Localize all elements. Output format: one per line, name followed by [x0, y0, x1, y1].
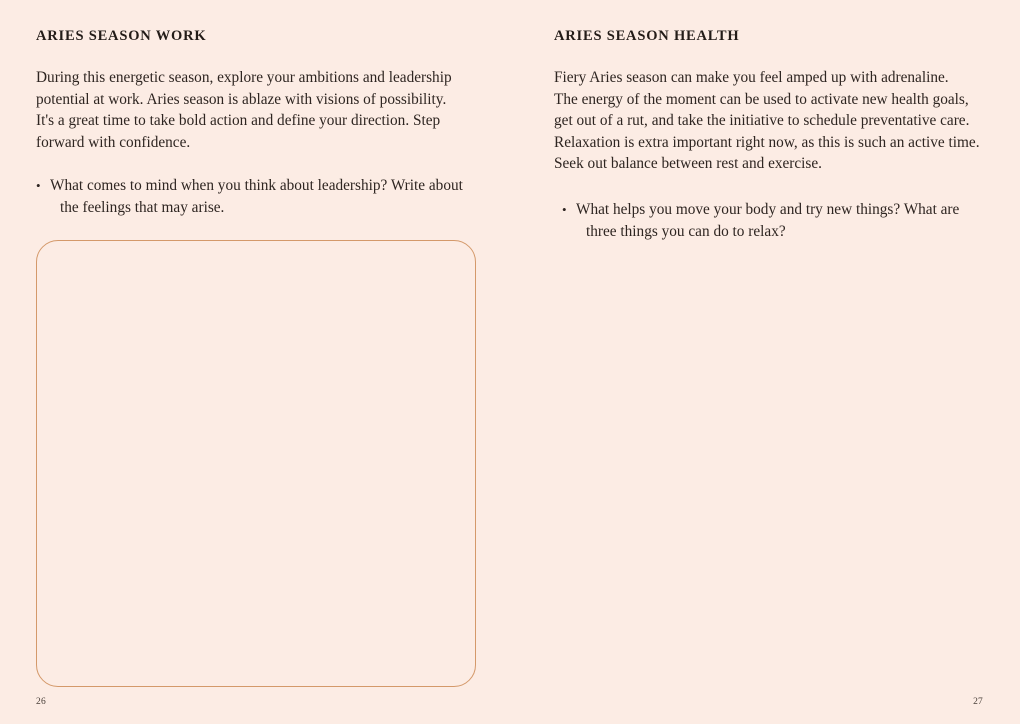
bullet-icon: •	[562, 201, 567, 217]
bullet-icon: •	[36, 178, 41, 194]
list-item	[562, 199, 982, 243]
list-item	[36, 175, 472, 219]
left-page-prompt-list	[36, 175, 472, 219]
body-line: Seek out balance between rest and exercise.	[554, 155, 822, 173]
prompt-line: What helps you move your body and try new things? What are	[576, 200, 960, 218]
prompt-line: three things you can do to relax?	[586, 222, 786, 240]
writing-area-left[interactable]	[36, 240, 476, 687]
body-line: potential at work. Aries season is ablaze with visions of possibility.	[36, 90, 447, 108]
body-line: The energy of the moment can be used to activate new health goals,	[554, 90, 969, 108]
prompt-line: the feelings that may arise.	[60, 199, 225, 217]
body-line: forward with confidence.	[36, 133, 191, 151]
left-page-title: ARIES SEASON WORK	[36, 28, 207, 44]
right-page-body	[554, 67, 982, 175]
right-page	[510, 0, 1020, 724]
body-line: It's a great time to take bold action and define your direction. Step	[36, 112, 441, 130]
body-line: Fiery Aries season can make you feel amped up with adrenaline.	[554, 69, 949, 86]
left-page-body	[36, 67, 472, 153]
page-number-right: 27	[973, 697, 983, 707]
right-page-prompt-list	[554, 199, 982, 243]
page-number-left: 26	[36, 697, 46, 707]
prompt-line: What comes to mind when you think about leadership? Write about	[50, 177, 463, 195]
body-line: get out of a rut, and take the initiative to schedule preventative care.	[554, 112, 970, 130]
body-line: During this energetic season, explore your ambitions and leadership	[36, 69, 452, 86]
right-page-title: ARIES SEASON HEALTH	[554, 28, 740, 44]
body-line: Relaxation is extra important right now, as this is such an active time.	[554, 133, 980, 151]
